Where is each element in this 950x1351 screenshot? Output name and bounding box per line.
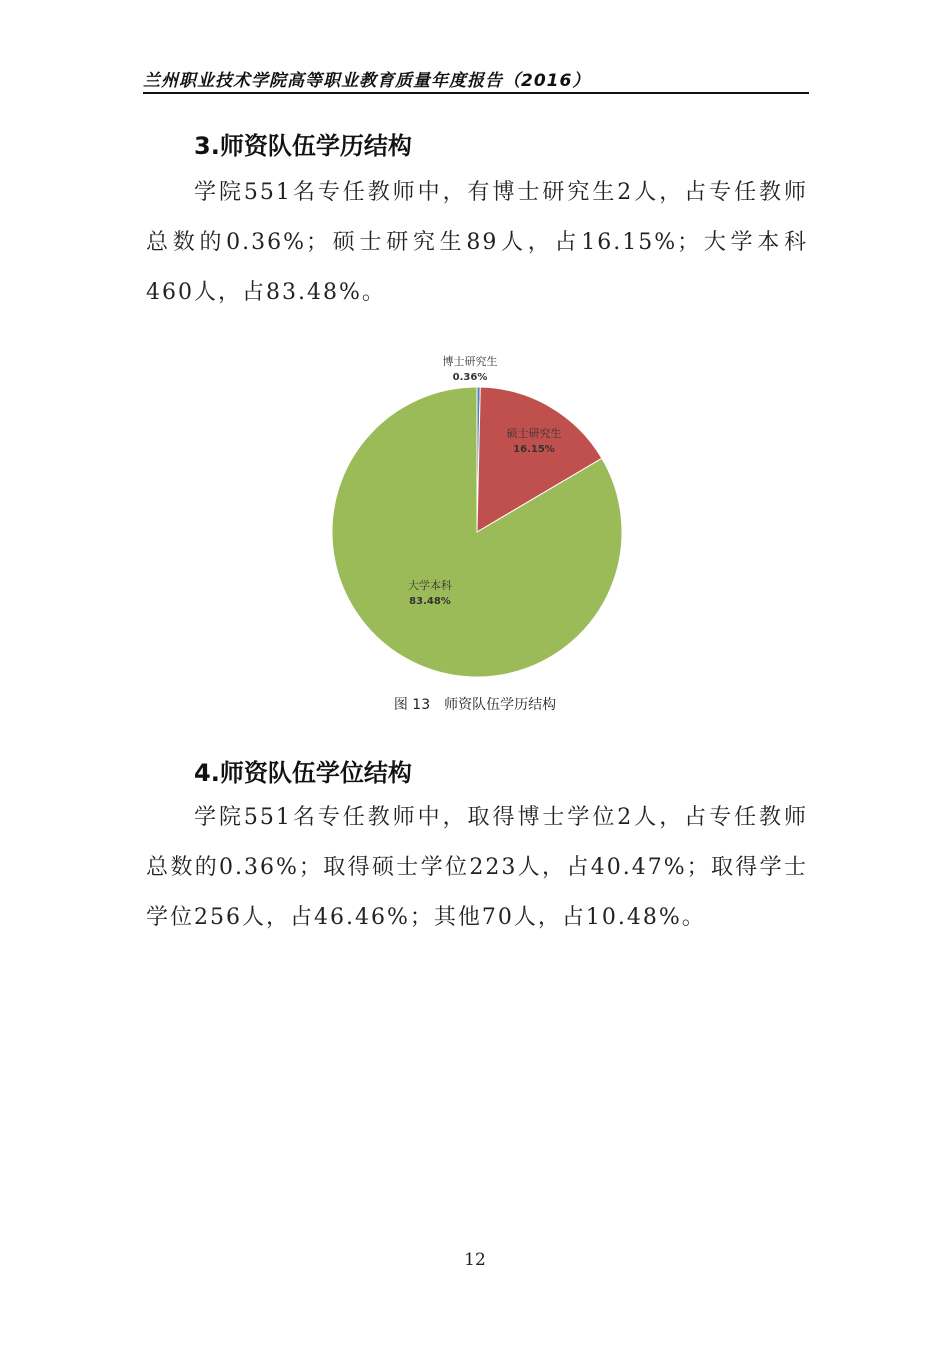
page-number: 12 [464,1250,486,1270]
pie-slice-label-1: 博士研究生 [442,355,498,368]
section-heading-education: 3.师资队伍学历结构 [194,132,412,160]
header-rule [143,92,809,94]
pie-chart-svg [320,345,630,685]
pie-slice-value-2: 16.15% [513,444,555,455]
paragraph-degree-structure: 学院551名专任教师中，取得博士学位2人，占专任教师总数的0.36%；取得硕士学位223人，占40.47%；取得学士学位256人，占46.46%；其他70人，占10.48%。 [146,805,808,930]
pie-slice-value-3: 83.48% [409,596,451,607]
pie-slice-label-2: 硕士研究生 [506,427,562,440]
pie-chart-education [320,345,630,685]
paragraph-education-structure: 学院551名专任教师中，有博士研究生2人，占专任教师总数的0.36%；硕士研究生89人，占16.15%；大学本科460人，占83.48%。 [146,180,808,305]
figure-caption: 图 13 师资队伍学历结构 [393,697,557,713]
running-header: 兰州职业技术学院高等职业教育质量年度报告（2016） [143,71,591,91]
pie-slice-label-3: 大学本科 [408,579,452,592]
pie-slice-value-1: 0.36% [452,372,488,383]
section-heading-degree: 4.师资队伍学位结构 [194,759,412,787]
